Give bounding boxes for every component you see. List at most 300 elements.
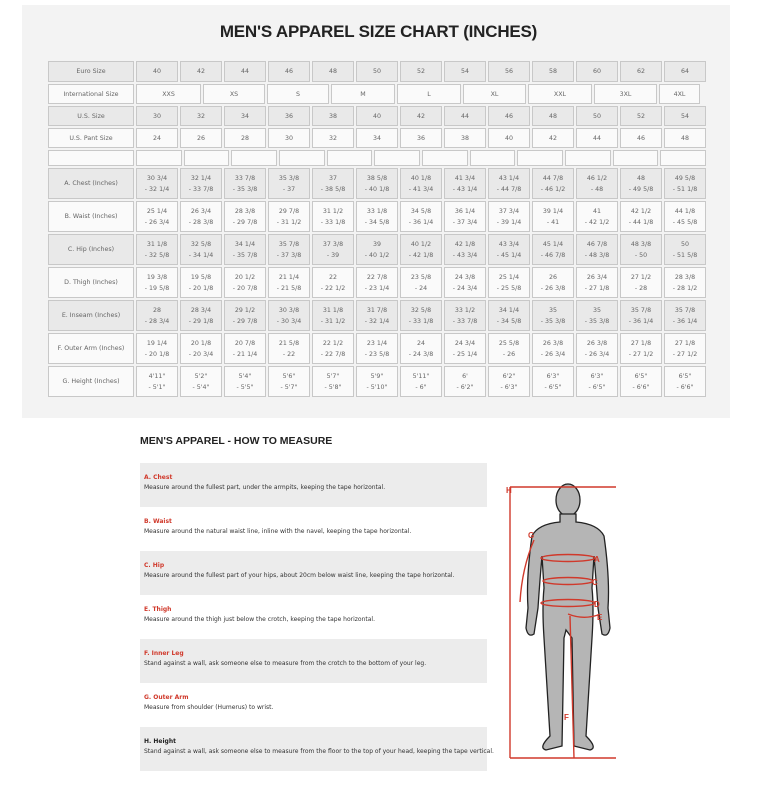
cell: [620, 366, 662, 397]
cell: 50: [356, 61, 398, 82]
row-label: U.S. Size: [48, 106, 134, 126]
cell: 24: [136, 128, 178, 148]
range-max: - 27 1/2: [628, 350, 654, 358]
cell: [488, 234, 530, 265]
cell: [664, 366, 706, 397]
cell: [620, 333, 662, 364]
cell: [400, 366, 442, 397]
cell: [444, 168, 486, 199]
range-max: - 51 5/8: [672, 251, 698, 259]
range-max: - 5'1": [148, 383, 166, 391]
cell: [356, 366, 398, 397]
range-max: - 48: [590, 185, 604, 193]
range-max: - 46 1/2: [540, 185, 566, 193]
cell: [180, 366, 222, 397]
range-max: - 43 1/4: [452, 185, 478, 193]
range-max: - 37 3/4: [452, 218, 478, 226]
range-max: - 5'7": [280, 383, 298, 391]
cell: 44: [224, 61, 266, 82]
cell: [180, 300, 222, 331]
cell: [312, 168, 354, 199]
cell: [136, 234, 178, 265]
range-max: - 24: [414, 284, 428, 292]
range-max: - 32 1/4: [364, 317, 390, 325]
range-max: - 51 1/8: [672, 185, 698, 193]
cell: [444, 267, 486, 298]
cell: [268, 300, 310, 331]
range-max: - 36 1/4: [628, 317, 654, 325]
range-max: - 28 1/2: [672, 284, 698, 292]
range-max: - 33 1/8: [408, 317, 434, 325]
range-min: 34 5/8: [410, 207, 432, 215]
cell: 58: [532, 61, 574, 82]
range-min: 33 1/8: [366, 207, 388, 215]
range-min: 28 3/4: [190, 306, 212, 314]
range-min: 5'4": [238, 372, 252, 380]
cell: [400, 300, 442, 331]
measure-row: [47, 266, 707, 299]
range-max: - 49 5/8: [628, 185, 654, 193]
range-max: - 20 7/8: [232, 284, 258, 292]
cell: [356, 333, 398, 364]
cell: [268, 234, 310, 265]
cell: [620, 300, 662, 331]
range-min: 26 3/4: [586, 273, 608, 281]
measure-step: [140, 463, 487, 507]
range-min: 28 3/8: [674, 273, 696, 281]
measure-steps: [140, 463, 494, 771]
row-label: B. Waist (Inches): [48, 201, 134, 232]
cell: [532, 201, 574, 232]
range-max: - 31 1/2: [320, 317, 346, 325]
cell: 36: [400, 128, 442, 148]
range-max: - 26 3/8: [540, 284, 566, 292]
cell: [374, 150, 420, 166]
cell: [664, 201, 706, 232]
range-min: 27 1/8: [630, 339, 652, 347]
cell: [576, 267, 618, 298]
range-max: - 5'8": [324, 383, 342, 391]
cell: L: [397, 84, 461, 104]
range-max: - 26 3/4: [144, 218, 170, 226]
range-max: - 38 5/8: [320, 185, 346, 193]
label-h: H: [506, 486, 512, 495]
range-max: - 25 5/8: [496, 284, 522, 292]
range-min: 21 1/4: [278, 273, 300, 281]
cell: [620, 168, 662, 199]
cell: [180, 234, 222, 265]
range-max: - 36 1/4: [672, 317, 698, 325]
cell: XXS: [136, 84, 201, 104]
range-max: - 40 1/2: [364, 251, 390, 259]
range-min: 42 1/2: [630, 207, 652, 215]
range-min: 35 7/8: [278, 240, 300, 248]
cell: [268, 366, 310, 397]
range-max: - 42 1/8: [408, 251, 434, 259]
cell: 30: [136, 106, 178, 126]
cell: [576, 333, 618, 364]
range-min: 45 1/4: [542, 240, 564, 248]
range-min: 27 1/2: [630, 273, 652, 281]
body-measurement-figure: [498, 478, 628, 763]
cell: [224, 300, 266, 331]
range-max: - 6'2": [456, 383, 474, 391]
cell: [312, 300, 354, 331]
range-min: 25 5/8: [498, 339, 520, 347]
step-text: Measure around the thigh just below the crotch, keeping the tape horizontal.: [144, 616, 376, 623]
range-max: - 22: [282, 350, 296, 358]
range-min: 33 7/8: [234, 174, 256, 182]
range-min: 35 7/8: [674, 306, 696, 314]
cell: [356, 234, 398, 265]
cell: [224, 366, 266, 397]
cell: [180, 333, 222, 364]
cell: [620, 234, 662, 265]
cell: [664, 333, 706, 364]
row-label: C. Hip (Inches): [48, 234, 134, 265]
range-min: 40 1/8: [410, 174, 432, 182]
cell: 38: [444, 128, 486, 148]
range-min: 40 1/2: [410, 240, 432, 248]
range-min: 31 1/2: [322, 207, 344, 215]
measure-row: [47, 365, 707, 398]
range-max: - 26: [502, 350, 516, 358]
range-max: - 5'10": [366, 383, 388, 391]
measure-row: [47, 332, 707, 365]
cell: [268, 333, 310, 364]
range-max: - 35 3/8: [584, 317, 610, 325]
cell: [444, 201, 486, 232]
cell: [664, 168, 706, 199]
row-intl: [47, 83, 707, 105]
label-g: G: [528, 531, 535, 540]
cell: 32: [312, 128, 354, 148]
cell: [136, 366, 178, 397]
cell: [136, 300, 178, 331]
range-max: - 23 1/4: [364, 284, 390, 292]
cell: 44: [576, 128, 618, 148]
range-max: - 45 5/8: [672, 218, 698, 226]
range-min: 26: [548, 273, 557, 281]
range-max: - 5'5": [236, 383, 254, 391]
cell: 46: [488, 106, 530, 126]
range-min: 25 1/4: [146, 207, 168, 215]
row-us: [47, 105, 707, 127]
range-min: 48: [636, 174, 645, 182]
range-max: - 29 1/8: [188, 317, 214, 325]
range-max: - 30 3/4: [276, 317, 302, 325]
range-min: 30 3/4: [146, 174, 168, 182]
cell: [180, 267, 222, 298]
range-min: 29 1/2: [234, 306, 256, 314]
cell: 62: [620, 61, 662, 82]
range-max: - 20 1/8: [188, 284, 214, 292]
range-min: 35 7/8: [630, 306, 652, 314]
step-text: Measure around the fullest part, under the armpits, keeping the tape horizontal.: [144, 484, 386, 491]
range-min: 22 7/8: [366, 273, 388, 281]
range-min: 50: [680, 240, 689, 248]
cell: [488, 201, 530, 232]
range-min: 35 3/8: [278, 174, 300, 182]
range-max: - 36 1/4: [408, 218, 434, 226]
range-max: - 34 1/4: [188, 251, 214, 259]
cell: 40: [356, 106, 398, 126]
range-max: - 22 7/8: [320, 350, 346, 358]
range-min: 48 3/8: [630, 240, 652, 248]
cell: 52: [620, 106, 662, 126]
cell: [231, 150, 277, 166]
range-min: 6'3": [590, 372, 604, 380]
cell: 38: [312, 106, 354, 126]
cell: [356, 168, 398, 199]
range-max: - 46 7/8: [540, 251, 566, 259]
range-min: 34 1/4: [498, 306, 520, 314]
range-min: 24 3/4: [454, 339, 476, 347]
range-max: - 25 1/4: [452, 350, 478, 358]
row-spacer: [47, 149, 707, 167]
range-max: - 41: [546, 218, 560, 226]
cell: [532, 234, 574, 265]
range-min: 6': [462, 372, 468, 380]
cell: [400, 333, 442, 364]
cell: 46: [620, 128, 662, 148]
cell: [613, 150, 659, 166]
measure-row: [47, 233, 707, 266]
cell: [400, 234, 442, 265]
range-min: 5'6": [282, 372, 296, 380]
cell: M: [331, 84, 395, 104]
range-max: - 27 1/8: [584, 284, 610, 292]
range-min: 32 5/8: [410, 306, 432, 314]
cell: XL: [463, 84, 526, 104]
range-min: 26 3/8: [542, 339, 564, 347]
cell: 48: [312, 61, 354, 82]
range-max: - 33 7/8: [188, 185, 214, 193]
cell: 54: [444, 61, 486, 82]
cell: 46: [268, 61, 310, 82]
cell: [400, 168, 442, 199]
row-euro: [47, 60, 707, 83]
cell: [136, 267, 178, 298]
cell: [532, 366, 574, 397]
range-max: - 33 7/8: [452, 317, 478, 325]
cell: [224, 168, 266, 199]
range-max: - 33 1/8: [320, 218, 346, 226]
step-heading: C. Hip: [144, 562, 165, 569]
row-pant: [47, 127, 707, 149]
label-c: C: [592, 578, 598, 587]
range-min: 41 3/4: [454, 174, 476, 182]
cell: [356, 201, 398, 232]
range-max: - 50: [634, 251, 648, 259]
range-min: 6'5": [634, 372, 648, 380]
range-max: - 22 1/2: [320, 284, 346, 292]
range-min: 39: [372, 240, 381, 248]
cell: [532, 333, 574, 364]
cell: [312, 366, 354, 397]
cell: [488, 267, 530, 298]
cell: 4XL: [659, 84, 700, 104]
step-text: Measure around the natural waist line, inline with the navel, keeping the tape horizontal.: [144, 528, 412, 535]
cell: [488, 333, 530, 364]
range-max: - 37 3/8: [276, 251, 302, 259]
range-max: - 42 1/2: [584, 218, 610, 226]
measure-row: [47, 299, 707, 332]
range-min: 37 3/4: [498, 207, 520, 215]
range-min: 21 5/8: [278, 339, 300, 347]
cell: [488, 300, 530, 331]
range-min: 28 3/8: [234, 207, 256, 215]
range-max: - 40 1/8: [364, 185, 390, 193]
cell: [565, 150, 611, 166]
measure-step: [140, 551, 487, 595]
cell: [327, 150, 373, 166]
range-min: 24 3/8: [454, 273, 476, 281]
cell: [488, 366, 530, 397]
cell: [620, 267, 662, 298]
range-max: - 35 3/8: [232, 185, 258, 193]
range-max: - 35 7/8: [232, 251, 258, 259]
label-a: A: [594, 555, 600, 564]
cell: [356, 267, 398, 298]
cell: [444, 366, 486, 397]
range-min: 31 1/8: [146, 240, 168, 248]
row-label: D. Thigh (Inches): [48, 267, 134, 298]
cell: [444, 333, 486, 364]
cell: [576, 366, 618, 397]
range-max: - 41 3/4: [408, 185, 434, 193]
range-max: - 26 3/4: [584, 350, 610, 358]
range-max: - 26 3/4: [540, 350, 566, 358]
range-max: - 24 3/8: [408, 350, 434, 358]
cell: 40: [136, 61, 178, 82]
cell: [532, 168, 574, 199]
cell: 26: [180, 128, 222, 148]
range-max: - 20 3/4: [188, 350, 214, 358]
range-min: 5'7": [326, 372, 340, 380]
cell: [279, 150, 325, 166]
range-max: - 20 1/8: [144, 350, 170, 358]
cell: 60: [576, 61, 618, 82]
range-max: - 19 5/8: [144, 284, 170, 292]
range-min: 32 1/4: [190, 174, 212, 182]
step-heading: H. Height: [144, 738, 176, 745]
range-min: 6'2": [502, 372, 516, 380]
cell: [268, 168, 310, 199]
page-title: MEN'S APPAREL SIZE CHART (INCHES): [219, 22, 538, 41]
cell: [224, 267, 266, 298]
cell: [268, 201, 310, 232]
cell: 34: [224, 106, 266, 126]
cell: 54: [664, 106, 706, 126]
cell: [576, 234, 618, 265]
how-to-measure-title: MEN'S APPAREL - HOW TO MEASURE: [140, 435, 333, 447]
cell: [422, 150, 468, 166]
range-min: 20 7/8: [234, 339, 256, 347]
cell: 42: [532, 128, 574, 148]
range-max: - 6'5": [588, 383, 606, 391]
row-label: F. Outer Arm (Inches): [48, 333, 134, 364]
step-text: Measure around the fullest part of your hips, about 20cm below waist line, keeping the tape horizontal.: [144, 572, 455, 579]
range-min: 31 7/8: [366, 306, 388, 314]
range-min: 33 1/2: [454, 306, 476, 314]
cell: [620, 201, 662, 232]
cell: [664, 300, 706, 331]
range-min: 37: [328, 174, 337, 182]
row-label: Euro Size: [48, 61, 134, 82]
range-min: 20 1/2: [234, 273, 256, 281]
cell: [312, 267, 354, 298]
step-text: Stand against a wall, ask someone else to measure from the floor to the top of your head, keeping the tape vertical.: [144, 748, 494, 755]
step-heading: F. Inner Leg: [144, 650, 184, 657]
range-max: - 29 7/8: [232, 317, 258, 325]
range-max: - 24 3/4: [452, 284, 478, 292]
range-min: 26 3/8: [586, 339, 608, 347]
range-max: - 39: [326, 251, 340, 259]
cell: XS: [203, 84, 265, 104]
range-min: 29 7/8: [278, 207, 300, 215]
range-min: 37 3/8: [322, 240, 344, 248]
step-text: Measure from shoulder (Humerus) to wrist.: [144, 704, 274, 711]
step-text: Stand against a wall, ask someone else to measure from the crotch to the bottom of your leg.: [144, 660, 427, 667]
row-label: [48, 150, 134, 166]
row-label: G. Height (Inches): [48, 366, 134, 397]
cell: [224, 234, 266, 265]
cell: [532, 300, 574, 331]
range-max: - 6": [415, 383, 427, 391]
range-max: - 21 1/4: [232, 350, 258, 358]
cell: [312, 201, 354, 232]
range-max: - 5'4": [192, 383, 210, 391]
range-min: 23 1/4: [366, 339, 388, 347]
measure-step: [140, 639, 487, 683]
range-min: 46 1/2: [586, 174, 608, 182]
step-heading: B. Waist: [144, 518, 172, 525]
cell: [517, 150, 563, 166]
size-table: [47, 60, 707, 398]
cell: [180, 201, 222, 232]
range-min: 35: [592, 306, 601, 314]
range-max: - 44 7/8: [496, 185, 522, 193]
range-min: 19 1/4: [146, 339, 168, 347]
measure-step: [140, 683, 487, 727]
range-max: - 39 1/4: [496, 218, 522, 226]
range-max: - 37: [282, 185, 296, 193]
cell: 48: [664, 128, 706, 148]
range-min: 5'11": [412, 372, 430, 380]
range-min: 22 1/2: [322, 339, 344, 347]
cell: [470, 150, 516, 166]
cell: [576, 300, 618, 331]
range-min: 43 3/4: [498, 240, 520, 248]
cell: 50: [576, 106, 618, 126]
cell: 56: [488, 61, 530, 82]
label-f: F: [564, 713, 569, 722]
range-max: - 21 5/8: [276, 284, 302, 292]
range-max: - 6'6": [676, 383, 694, 391]
cell: [664, 234, 706, 265]
range-max: - 43 3/4: [452, 251, 478, 259]
cell: [664, 267, 706, 298]
range-max: - 23 5/8: [364, 350, 390, 358]
range-min: 27 1/8: [674, 339, 696, 347]
cell: 36: [268, 106, 310, 126]
cell: [180, 168, 222, 199]
measure-step: [140, 595, 487, 639]
step-heading: E. Thigh: [144, 606, 172, 613]
cell: 28: [224, 128, 266, 148]
range-min: 38 5/8: [366, 174, 388, 182]
